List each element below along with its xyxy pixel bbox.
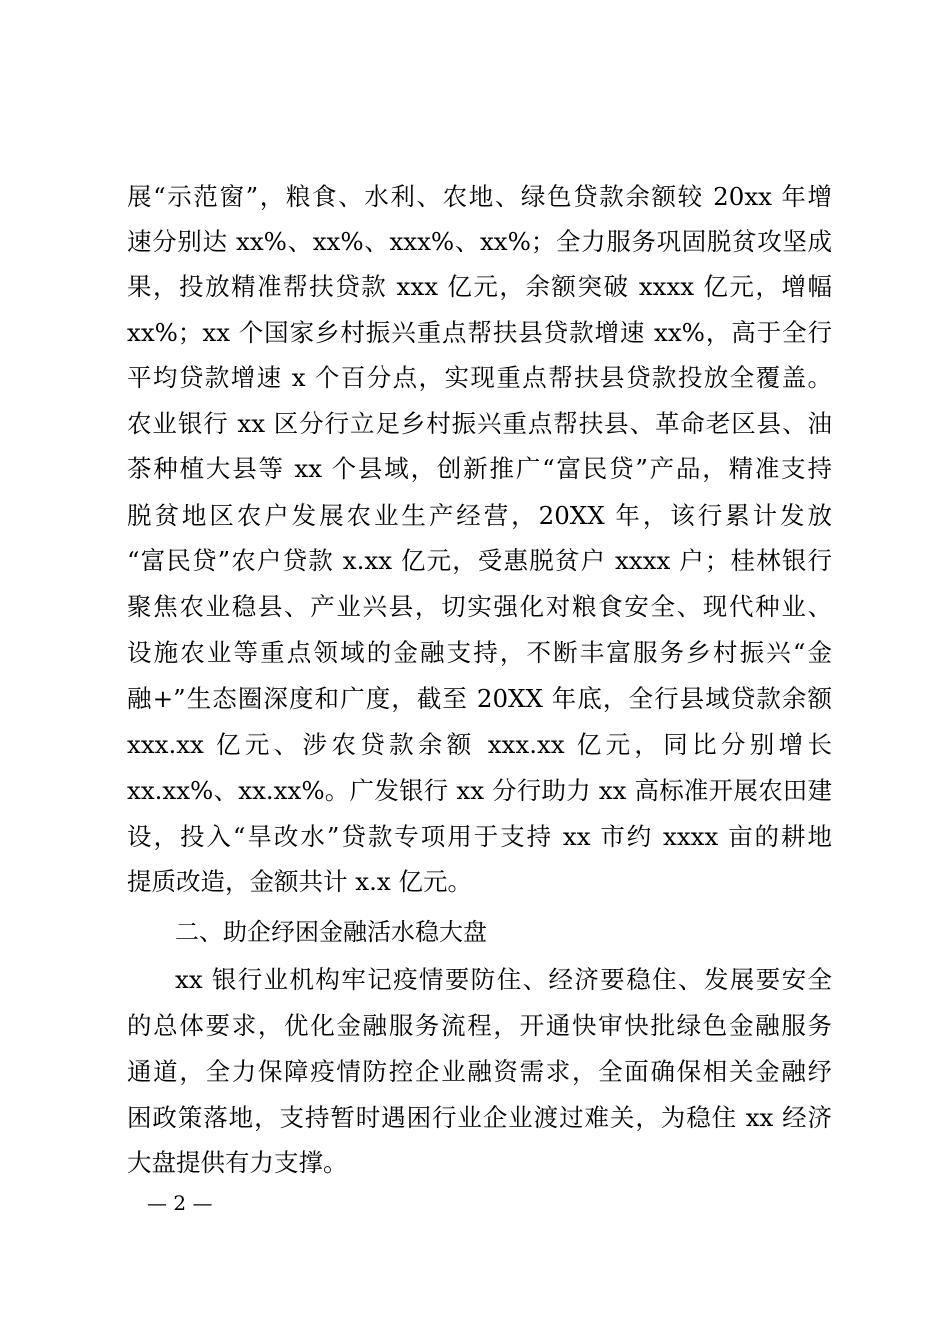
paragraph-line: 困政策落地，支持暂时遇困行业企业渡过难关，为稳住 xx 经济 xyxy=(127,1103,832,1132)
paragraph-line: 速分别达 xx%、xx%、xxx%、xx%；全力服务巩固脱贫攻坚成 xyxy=(127,227,832,256)
section-heading: 二、助企纾困金融活水稳大盘 xyxy=(175,918,487,946)
paragraph-line: 设施农业等重点领域的金融支持，不断丰富服务乡村振兴“金 xyxy=(127,638,832,667)
paragraph-line: 的总体要求，优化金融服务流程，开通快审快批绿色金融服务 xyxy=(127,1011,832,1040)
paragraph-line: 茶种植大县等 xx 个县域，创新推广“富民贷”产品，精准支持 xyxy=(127,454,832,483)
paragraph-line: 脱贫地区农户发展农业生产经营，20XX 年，该行累计发放 xyxy=(127,501,832,530)
paragraph-line: 展“示范窗”，粮食、水利、农地、绿色贷款余额较 20xx 年增 xyxy=(127,182,832,211)
paragraph-line: 大盘提供有力支撑。 xyxy=(127,1148,348,1177)
paragraph-line: xx 银行业机构牢记疫情要防住、经济要稳住、发展要安全 xyxy=(175,965,832,994)
paragraph-line: 果，投放精准帮扶贷款 xxx 亿元，余额突破 xxxx 亿元，增幅 xyxy=(127,272,832,301)
paragraph-line: xx%；xx 个国家乡村振兴重点帮扶县贷款增速 xx%，高于全行 xyxy=(127,318,832,347)
paragraph-line: xxx.xx 亿元、涉农贷款余额 xxx.xx 亿元，同比分别增长 xyxy=(127,730,832,759)
paragraph-line: 平均贷款增速 x 个百分点，实现重点帮扶县贷款投放全覆盖。 xyxy=(127,363,832,392)
paragraph-line: 聚焦农业稳县、产业兴县，切实强化对粮食安全、现代种业、 xyxy=(127,592,832,621)
paragraph-line: 设，投入“旱改水”贷款专项用于支持 xx 市约 xxxx 亩的耕地 xyxy=(127,822,832,851)
paragraph-line: 农业银行 xx 区分行立足乡村振兴重点帮扶县、革命老区县、油 xyxy=(127,409,832,438)
page-number: — 2 — xyxy=(147,1191,213,1215)
paragraph-line: 通道，全力保障疫情防控企业融资需求，全面确保相关金融纾 xyxy=(127,1057,832,1086)
paragraph-line: 提质改造，金额共计 x.x 亿元。 xyxy=(127,867,472,896)
paragraph-line: 融+”生态圈深度和广度，截至 20XX 年底，全行县域贷款余额 xyxy=(127,684,832,713)
paragraph-line: “富民贷”农户贷款 x.xx 亿元，受惠脱贫户 xxxx 户；桂林银行 xyxy=(127,546,832,575)
paragraph-line: xx.xx%、xx.xx%。广发银行 xx 分行助力 xx 高标准开展农田建 xyxy=(127,776,832,805)
